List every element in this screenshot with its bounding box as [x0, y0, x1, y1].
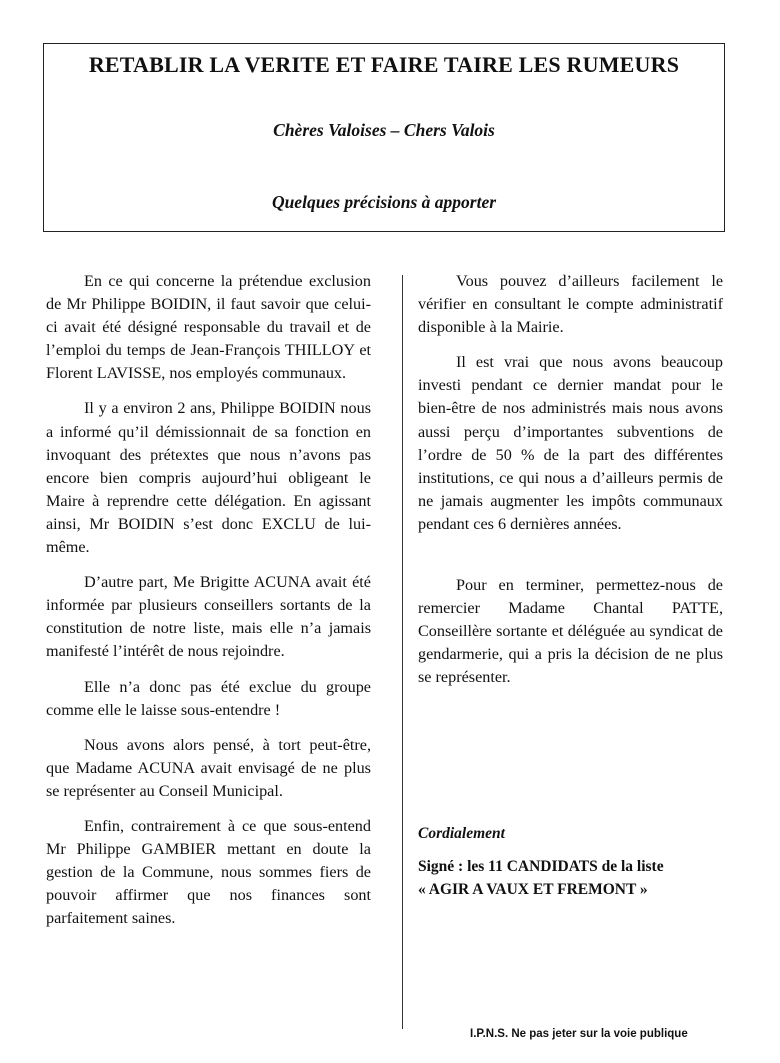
- signature-line: Signé : les 11 CANDIDATS de la liste: [418, 858, 664, 875]
- paragraph: Vous pouvez d’ailleurs facilement le vérifier en consultant le compte administratif disponible à la Mairie.: [418, 272, 723, 337]
- paragraph: D’autre part, Me Brigitte ACUNA avait été informée par plusieurs conseillers sortants de la constitution de notre liste, mais elle n’a jamais manifesté l’intérêt de nous rejoindre.: [46, 573, 371, 661]
- closing-regards: Cordialement: [418, 825, 505, 842]
- footer-notice: I.P.N.S. Ne pas jeter sur la voie publique: [470, 1028, 688, 1040]
- left-column: [46, 270, 371, 942]
- paragraph: Pour en terminer, permettez-nous de remercier Madame Chantal PATTE, Conseillère sortante et déléguée au syndicat de gendarmerie, qui a pris la décision de ne plus se représenter.: [418, 576, 723, 687]
- salutation: Chères Valoises – Chers Valois: [273, 120, 495, 140]
- subtitle: Quelques précisions à apporter: [271, 192, 497, 212]
- paragraph: Elle n’a donc pas été exclue du groupe comme elle le laisse sous-entendre !: [46, 677, 371, 719]
- page-title: RETABLIR LA VERITE ET FAIRE TAIRE LES RUMEURS: [88, 52, 680, 77]
- closing-block: [418, 822, 738, 901]
- column-divider: [402, 275, 403, 1029]
- paragraph: Enfin, contrairement à ce que sous-entend Mr Philippe GAMBIER mettant en doute la gestion de la Commune, nous sommes fiers de pouvoir affirmer que nos finances sont parfaitement saines.: [46, 816, 371, 928]
- header-box: [43, 43, 725, 232]
- paragraph: En ce qui concerne la prétendue exclusion de Mr Philippe BOIDIN, il faut savoir que celui-ci avait été désigné responsable du travail et de l’emploi du temps de Jean-François THILLOY et Florent LAVISSE, nos employés communaux.: [46, 272, 371, 383]
- paragraph: Nous avons alors pensé, à tort peut-être, que Madame ACUNA avait envisagé de ne plus se représenter au Conseil Municipal.: [46, 735, 371, 800]
- paragraph: Il y a environ 2 ans, Philippe BOIDIN nous a informé qu’il démissionnait de sa fonction en invoquant des prétextes que nous n’avons pas encore bien compris aujourd’hui obligeant le Maire à reprendre cette délégation. En agissant ainsi, Mr BOIDIN s’est donc EXCLU de lui-même.: [46, 399, 371, 557]
- right-column: [418, 270, 723, 702]
- signature-line: « AGIR A VAUX ET FREMONT »: [418, 881, 648, 898]
- paragraph: Il est vrai que nous avons beaucoup investi pendant ce dernier mandat pour le bien-être de nos administrés mais nous avons aussi perçu d’importantes subventions de l’ordre de 50 % de la part des différentes institutions, ce qui nous a d’ailleurs permis de ne jamais augmenter les impôts communaux pendant ces 6 dernières années.: [418, 353, 723, 533]
